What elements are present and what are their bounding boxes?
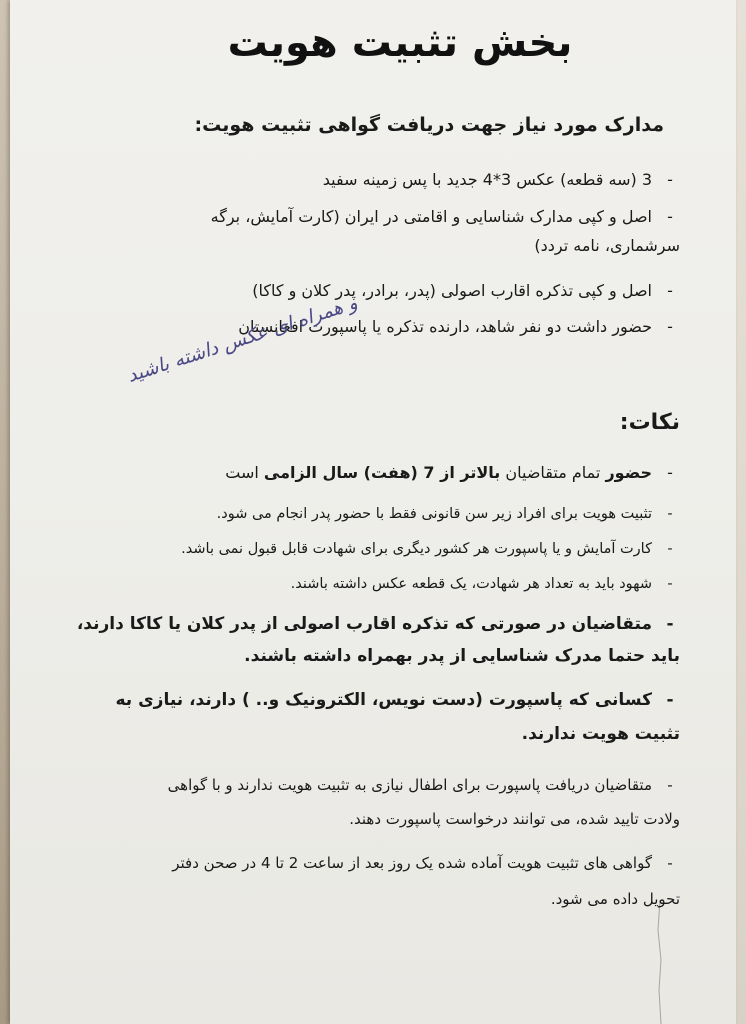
bullet-dash: - [666, 690, 674, 710]
note-item [40, 683, 680, 751]
requirement-item [40, 312, 680, 341]
bullet-dash: - [666, 614, 674, 634]
note-bold-start: حضور [605, 463, 652, 482]
note-text: شهود باید به تعداد هر شهادت، یک قطعه عکس داشته باشند. [290, 576, 652, 592]
bullet-dash: - [667, 541, 673, 557]
requirement-item [40, 165, 680, 194]
requirement-text: 3 (سه قطعه) عکس 3*4 جدید با پس زمینه سفید [322, 170, 652, 189]
note-text-line1: کسانی که پاسپورت (دست نویس، الکترونیک و.. ) دارند، نیازی به [115, 690, 652, 710]
requirements-heading: مدارک مورد نیاز جهت دریافت گواهی تثبیت هویت: [194, 114, 664, 136]
handwritten-note: و همراه ای عکس داشته باشید [124, 291, 361, 387]
note-item [40, 535, 680, 564]
bullet-dash: - [667, 506, 673, 522]
note-text-line1: گواهی های تثبیت هویت آماده شده یک روز بعد از ساعت 2 تا 4 در صحن دفتر [172, 854, 652, 872]
bullet-dash: - [667, 776, 673, 794]
bullet-dash: - [667, 207, 673, 226]
bullet-dash: - [667, 317, 673, 336]
paper-sheet [10, 0, 736, 1024]
requirement-item [40, 202, 680, 260]
note-text: تثبیت هویت برای افراد زیر سن قانونی فقط با حضور پدر انجام می شود. [216, 506, 652, 522]
note-text: کارت آمایش و یا پاسپورت هر کشور دیگری برای شهادت قابل قبول نمی باشد. [181, 541, 652, 557]
note-item [40, 500, 680, 529]
bullet-dash: - [667, 170, 673, 189]
note-text-line2: تثبیت هویت ندارند. [521, 724, 680, 744]
requirement-text: حضور داشت دو نفر شاهد، دارنده تذکره یا پاسپورت افغانستان [238, 317, 652, 336]
note-item [40, 570, 680, 599]
note-text-line2: تحویل داده می شود. [550, 890, 680, 908]
bullet-dash: - [667, 854, 673, 872]
note-item [40, 458, 680, 487]
bullet-dash: - [667, 463, 673, 482]
page-title: بخش تثبیت هویت [227, 20, 573, 66]
paper-crease [655, 900, 665, 1024]
note-text-line2: ولادت تایید شده، می توانند درخواست پاسپورت دهند. [349, 810, 680, 828]
requirement-text-line1: اصل و کپی مدارک شناسایی و اقامتی در ایران (کارت آمایش، برگه [210, 207, 652, 226]
bullet-dash: - [667, 576, 673, 592]
note-text-middle: تمام متقاضیان [500, 463, 606, 482]
requirement-text: اصل و کپی تذکره اقارب اصولی (پدر، برادر، پدر کلان و کاکا) [252, 281, 652, 300]
note-text-end: است [225, 463, 264, 482]
note-item [40, 768, 680, 836]
note-text-line1: متقاضیان دریافت پاسپورت برای اطفال نیازی به تثبیت هویت ندارند و با گواهی [167, 776, 652, 794]
requirement-text-line2: سرشماری، نامه تردد) [534, 236, 680, 255]
note-item [40, 608, 680, 672]
requirement-item [40, 276, 680, 305]
note-item [40, 845, 680, 917]
notes-heading: نکات: [619, 410, 680, 435]
note-bold-middle: بالاتر از 7 (هفت) سال الزامی [263, 463, 501, 482]
note-text-line1: متقاضیان در صورتی که تذکره اقارب اصولی از پدر کلان یا کاکا دارند، [76, 614, 652, 634]
note-text-line2: باید حتما مدرک شناسایی از پدر بهمراه داشته باشند. [244, 646, 680, 666]
bullet-dash: - [667, 281, 673, 300]
